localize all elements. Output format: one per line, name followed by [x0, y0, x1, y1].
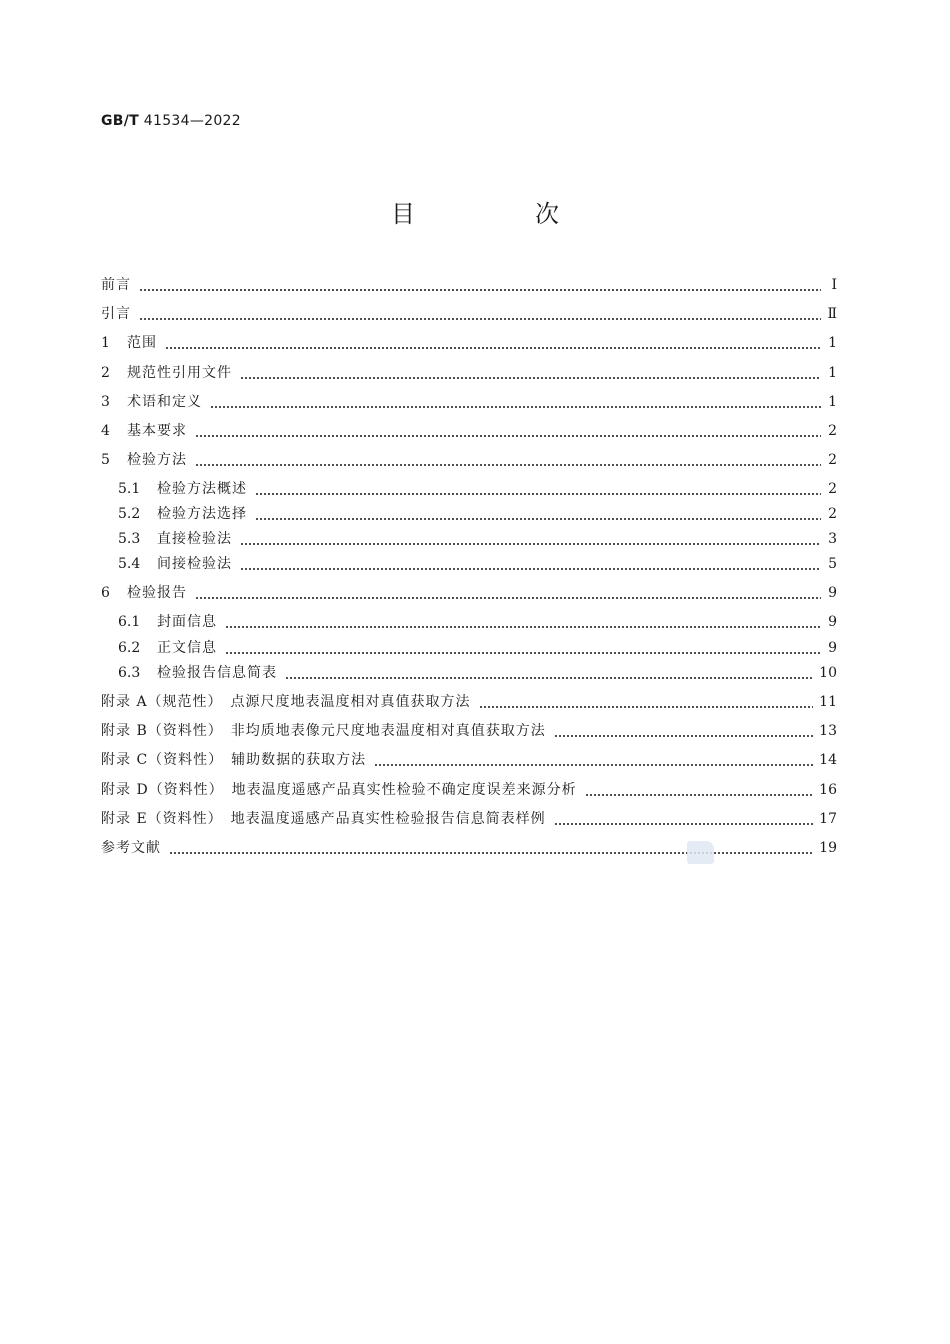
toc-entry[interactable]: [101, 363, 837, 383]
toc-entry-title: 基本要求: [127, 423, 187, 439]
dot-leader: [139, 304, 821, 324]
dot-leader: [374, 750, 813, 770]
toc-entry-title: 附录 D（资料性） 地表温度遥感产品真实性检验不确定度误差来源分析: [101, 782, 577, 798]
toc-entry-title: 检验报告: [127, 585, 187, 601]
watermark-mark: [687, 841, 714, 864]
toc-entry-page: 1: [828, 335, 837, 351]
toc-entry-number: 6.2: [118, 640, 141, 656]
dot-leader: [255, 504, 821, 524]
toc-entry-page: 9: [828, 640, 837, 656]
toc-entry[interactable]: [101, 304, 837, 324]
toc-entry-page: 1: [828, 365, 837, 381]
dot-leader: [165, 333, 821, 353]
toc-entry[interactable]: [101, 750, 837, 770]
toc-entry-title: 附录 E（资料性） 地表温度遥感产品真实性检验报告信息简表样例: [101, 811, 546, 827]
dot-leader: [554, 809, 814, 829]
dot-leader: [255, 479, 821, 499]
toc-entry-page: 13: [819, 723, 837, 739]
toc-entry-page: 19: [819, 840, 837, 856]
toc-entry-page: 1: [828, 394, 837, 410]
toc-entry[interactable]: [101, 275, 837, 295]
toc-entry[interactable]: [101, 392, 837, 412]
standard-code: [101, 113, 241, 129]
standard-prefix: GB/T: [101, 113, 140, 129]
toc-entry-title: 附录 A（规范性） 点源尺度地表温度相对真值获取方法: [101, 694, 471, 710]
toc-entry-page: 3: [828, 531, 837, 547]
toc-entry-number: 6: [101, 585, 110, 601]
toc-entry-number: 3: [101, 394, 110, 410]
dot-leader: [195, 583, 821, 603]
toc-entry[interactable]: [101, 450, 837, 470]
dot-leader: [240, 363, 821, 383]
toc-entry-page: 2: [828, 452, 837, 468]
toc-entry-title: 检验方法选择: [157, 506, 247, 522]
toc-entry-title: 检验报告信息简表: [157, 665, 277, 681]
toc-entry-title: 规范性引用文件: [127, 365, 232, 381]
toc-entry-title: 附录 C（资料性） 辅助数据的获取方法: [101, 752, 367, 768]
toc-entry-title: 引言: [101, 306, 131, 322]
toc-entry[interactable]: [118, 479, 837, 499]
toc-entry-title: 参考文献: [101, 840, 161, 856]
toc-entry-title: 术语和定义: [127, 394, 202, 410]
toc-entry-page: 16: [819, 782, 837, 798]
toc-title: 目 次: [391, 200, 607, 228]
toc-entry-page: 5: [828, 556, 837, 572]
toc-entry[interactable]: [101, 721, 837, 741]
toc-entry-page: 9: [828, 585, 837, 601]
toc-entry-title: 封面信息: [157, 614, 217, 630]
toc-entry-number: 5.1: [118, 481, 141, 497]
toc-entry-number: 1: [101, 335, 110, 351]
standard-number: 41534—2022: [143, 113, 241, 129]
dot-leader: [240, 529, 821, 549]
toc-entry[interactable]: [118, 504, 837, 524]
toc-entry[interactable]: [118, 638, 837, 658]
toc-entry[interactable]: [101, 809, 837, 829]
toc-entry-title: 间接检验法: [157, 556, 232, 572]
dot-leader: [210, 392, 821, 412]
toc-entry-page: 2: [828, 481, 837, 497]
toc-entry[interactable]: [101, 421, 837, 441]
toc-entry-title: 正文信息: [157, 640, 217, 656]
dot-leader: [169, 838, 813, 858]
toc-entry[interactable]: [101, 838, 837, 858]
toc-entry-title: 直接检验法: [157, 531, 232, 547]
dot-leader: [139, 275, 821, 295]
toc-entry-title: 附录 B（资料性） 非均质地表像元尺度地表温度相对真值获取方法: [101, 723, 546, 739]
toc-entry-title: 前言: [101, 277, 131, 293]
toc-entry-title: 范围: [127, 335, 157, 351]
toc-entry[interactable]: [101, 692, 837, 712]
dot-leader: [225, 612, 821, 632]
toc-entry[interactable]: [101, 583, 837, 603]
dot-leader: [195, 450, 821, 470]
toc-entry-title: 检验方法: [127, 452, 187, 468]
dot-leader: [285, 663, 813, 683]
toc-entry-number: 6.1: [118, 614, 141, 630]
toc-entry-page: 17: [819, 811, 837, 827]
toc-entry-number: 5.4: [118, 556, 141, 572]
toc-entry-page: Ⅰ: [831, 277, 837, 293]
toc-entry-number: 5: [101, 452, 110, 468]
dot-leader: [195, 421, 821, 441]
dot-leader: [479, 692, 814, 712]
toc-entry-number: 5.3: [118, 531, 141, 547]
toc-entry-number: 5.2: [118, 506, 141, 522]
toc-entry[interactable]: [118, 663, 837, 683]
dot-leader: [585, 780, 813, 800]
toc-entry[interactable]: [118, 529, 837, 549]
toc-entry[interactable]: [101, 333, 837, 353]
toc-entry-page: 11: [819, 694, 837, 710]
dot-leader: [240, 554, 821, 574]
toc-entry-number: 2: [101, 365, 110, 381]
toc-entry[interactable]: [101, 780, 837, 800]
toc-entry-page: 10: [819, 665, 837, 681]
toc-entry-title: 检验方法概述: [157, 481, 247, 497]
toc-entry-page: 14: [819, 752, 837, 768]
toc-entry-page: Ⅱ: [827, 306, 837, 322]
toc-entry-number: 4: [101, 423, 110, 439]
toc-entry-page: 9: [828, 614, 837, 630]
toc-entry-number: 6.3: [118, 665, 141, 681]
toc-entry[interactable]: [118, 554, 837, 574]
dot-leader: [225, 638, 821, 658]
toc-entry[interactable]: [118, 612, 837, 632]
toc-entry-page: 2: [828, 506, 837, 522]
toc-entry-page: 2: [828, 423, 837, 439]
dot-leader: [554, 721, 813, 741]
